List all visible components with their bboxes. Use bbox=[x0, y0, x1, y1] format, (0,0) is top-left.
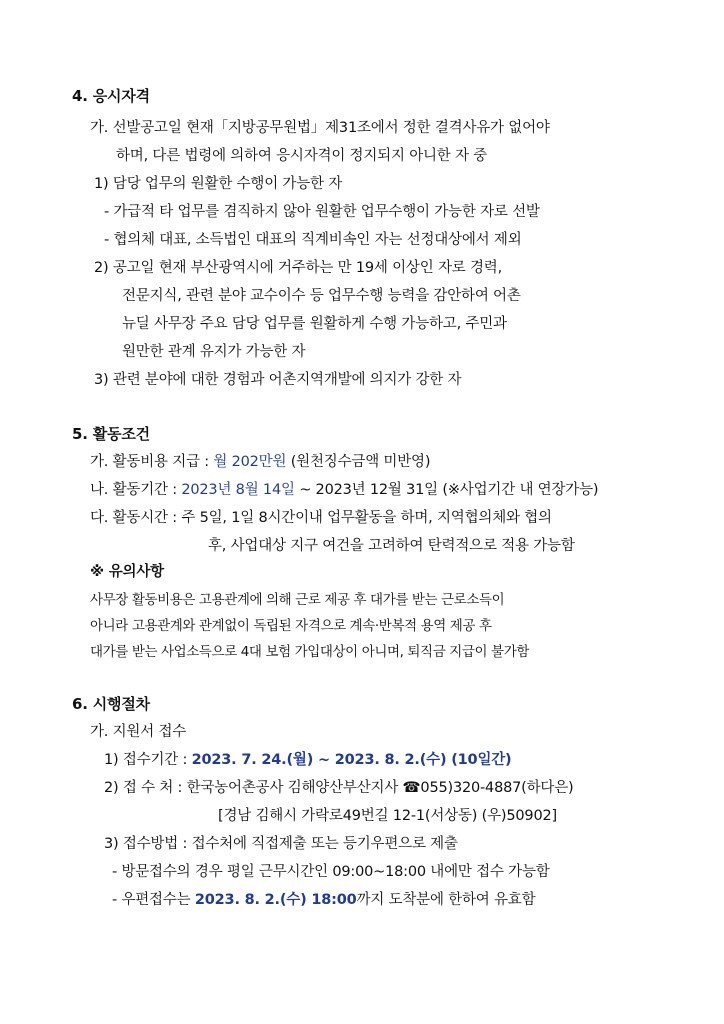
sec4-dash-1: - 가급적 타 업무를 겸직하지 않아 원활한 업무수행이 가능한 자로 선발 bbox=[104, 204, 540, 220]
sec6-item-1-label: 1) 접수기간 : bbox=[104, 752, 192, 768]
sec5-note-line1: 사무장 활동비용은 고용관계에 의해 근로 제공 후 대가를 받는 근로소득이 bbox=[90, 592, 505, 608]
sec4-ga-line1: 가. 선발공고일 현재「지방공무원법」제31조에서 정한 결격사유가 없어야 bbox=[90, 120, 550, 136]
sec6-dash-2-label: - 우편접수는 bbox=[112, 892, 195, 908]
sec6-item-1 bbox=[104, 750, 512, 770]
sec5-note-title: ※ 유의사항 bbox=[90, 564, 164, 580]
sec4-item-1: 1) 담당 업무의 원활한 수행이 가능한 자 bbox=[94, 176, 343, 192]
sec6-dash-2 bbox=[112, 890, 535, 910]
sec4-dash-2: - 협의체 대표, 소득법인 대표의 직계비속인 자는 선정대상에서 제외 bbox=[104, 232, 522, 248]
sec6-item-2-line1: 2) 접 수 처 : 한국농어촌공사 김해양산부산지사 ☎055)320-4887(하다은) bbox=[104, 780, 574, 796]
section-4-title: 4. 응시자격 bbox=[72, 87, 150, 105]
sec5-ga-note: (원천징수금액 미반영) bbox=[286, 454, 431, 470]
sec4-item-2-line4: 원만한 관계 유지가 가능한 자 bbox=[122, 344, 306, 360]
sec5-ga-line bbox=[90, 452, 430, 472]
sec6-item-3: 3) 접수방법 : 접수처에 직접제출 또는 등기우편으로 제출 bbox=[104, 836, 458, 852]
sec4-item-3: 3) 관련 분야에 대한 경험과 어촌지역개발에 의지가 강한 자 bbox=[94, 372, 462, 388]
sec6-dash-2-rest: 까지 도착분에 한하여 유효함 bbox=[356, 892, 536, 908]
sec5-note-line3: 대가를 받는 사업소득으로 4대 보험 가입대상이 아니며, 퇴직금 지급이 불가함 bbox=[90, 644, 529, 660]
sec6-dash-2-deadline: 2023. 8. 2.(수) 18:00 bbox=[194, 892, 357, 908]
sec5-da-line1: 다. 활동시간 : 주 5일, 1일 8시간이내 업무활동을 하며, 지역협의체와 협의 bbox=[90, 510, 552, 526]
sec4-item-2-line3: 뉴딜 사무장 주요 담당 업무를 원활하게 수행 가능하고, 주민과 bbox=[122, 316, 507, 332]
sec5-na-label: 나. 활동기간 : bbox=[90, 482, 182, 498]
sec5-na-rest: ~ 2023년 12월 31일 (※사업기간 내 연장가능) bbox=[294, 482, 599, 498]
sec5-da-line2: 후, 사업대상 지구 여건을 고려하여 탄력적으로 적용 가능함 bbox=[208, 538, 575, 554]
sec4-ga-line2: 하며, 다른 법령에 의하여 응시자격이 정지되지 아니한 자 중 bbox=[116, 148, 488, 164]
section-6-title: 6. 시행절차 bbox=[72, 695, 150, 713]
sec6-item-1-period: 2023. 7. 24.(월) ~ 2023. 8. 2.(수) (10일간) bbox=[191, 752, 512, 768]
sec5-na-start: 2023년 8월 14일 bbox=[181, 482, 295, 498]
sec6-item-2-address: [경남 김해시 가락로49번길 12-1(서상동) (우)50902] bbox=[218, 808, 557, 824]
section-5-title: 5. 활동조건 bbox=[72, 425, 150, 443]
sec4-item-2-line2: 전문지식, 관련 분야 교수이수 등 업무수행 능력을 감안하여 어촌 bbox=[122, 288, 521, 304]
sec4-item-2-line1: 2) 공고일 현재 부산광역시에 거주하는 만 19세 이상인 자로 경력, bbox=[94, 260, 502, 276]
sec5-ga-amount: 월 202만원 bbox=[213, 454, 287, 470]
sec5-ga-label: 가. 활동비용 지급 : bbox=[90, 454, 214, 470]
sec6-ga: 가. 지원서 접수 bbox=[90, 724, 187, 740]
sec6-dash-1: - 방문접수의 경우 평일 근무시간인 09:00~18:00 내에만 접수 가능함 bbox=[112, 864, 550, 880]
sec5-note-line2: 아니라 고용관계와 관계없이 독립된 자격으로 계속·반복적 용역 제공 후 bbox=[90, 618, 492, 634]
sec5-na-line bbox=[90, 480, 598, 500]
